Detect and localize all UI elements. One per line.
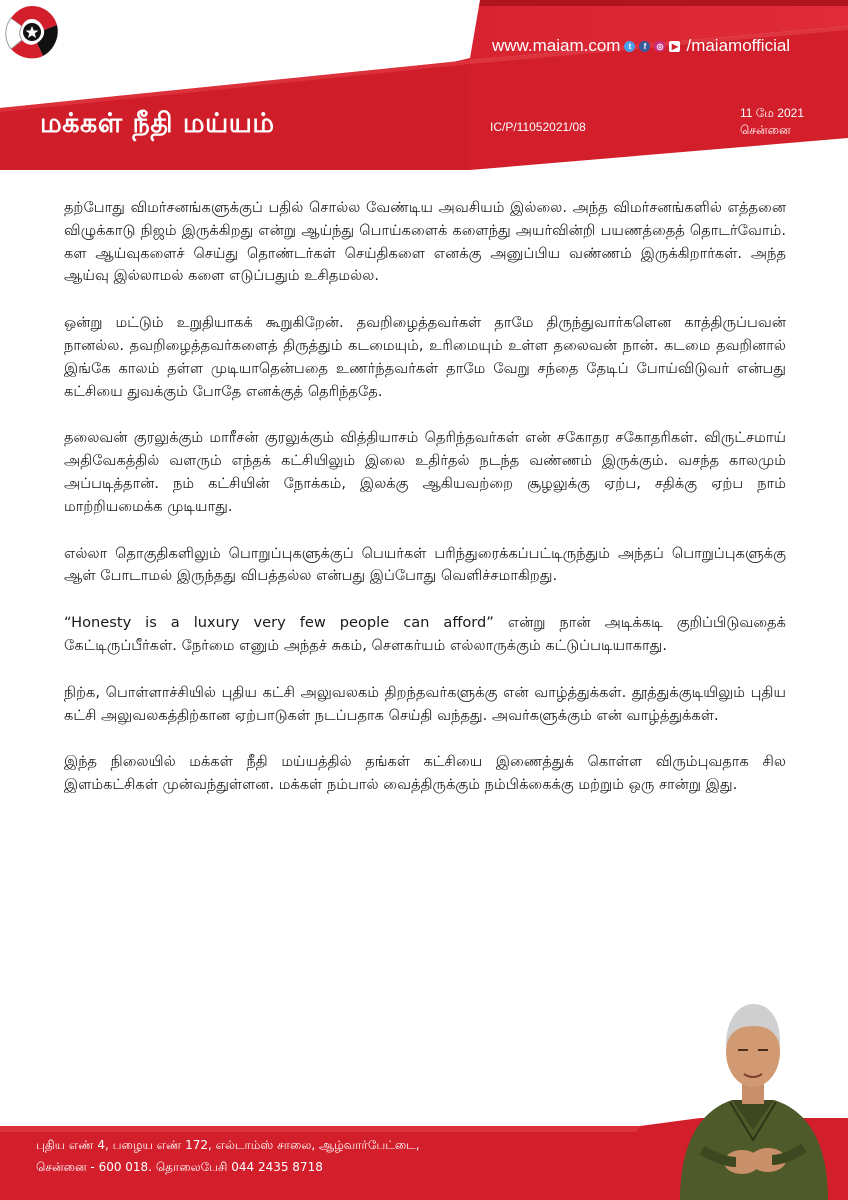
paragraph: இந்த நிலையில் மக்கள் நீதி மய்யத்தில் தங்கள் கட்சியை இணைத்துக் கொள்ள விரும்புவதாக சில இளம்கட்சிகள் முன்வந்துள்ளன. மக்கள் நம்பால் வைத்திருக்கும் நம்பிக்கைக்கு மற்றும் ஒரு சான்று இது. [64,753,786,794]
instagram-icon[interactable]: ◎ [654,41,665,52]
statement-body [64,197,786,821]
header-background [0,0,848,172]
paragraph: தற்போது விமர்சனங்களுக்குப் பதில் சொல்ல வேண்டிய அவசியம் இல்லை. அந்த விமர்சனங்களில் எத்தனை விழுக்காடு நிஜம் இருக்கிறது என்று ஆய்ந்து பொய்களைக் களைந்து அயர்வின்றி பயணத்தைத் தொடர்வோம். கள ஆய்வுகளைச் செய்து தொண்டர்கள் செய்திகளை எனக்கு அனுப்பிய வண்ணம் இருக்கிறார்கள். அந்த ஆய்வு இல்லாமல் களை எடுப்பதும் உசிதமல்ல. [64,199,786,285]
paragraph: ஒன்று மட்டும் உறுதியாகக் கூறுகிறேன். தவறிழைத்தவர்கள் தாமே திருந்துவார்களென காத்திருப்பவன் நானல்ல. தவறிழைத்தவர்களைத் திருத்தும் கடமையும், உரிமையும் உள்ள தலைவன் நான். கடமை தவறினால் இங்கே காலம் தள்ள முடியாதென்பதை உணர்ந்தவர்கள் தாமே வேறு சந்தை தேடிப் போய்விடுவர் என்பது கட்சியை துவக்கும் போதே எனக்குத் தெரிந்ததே. [64,314,786,400]
party-name: மக்கள் நீதி மய்யம் [40,108,275,139]
paragraph: “Honesty is a luxury very few people can afford” என்று நான் அடிக்கடி குறிப்பிடுவதைக் கேட்டிருப்பீர்கள். நேர்மை எனும் அந்தச் சுகம், சௌகர்யம் எல்லாருக்கும் கட்டுப்படியாகாது. [64,614,786,654]
release-city: சென்னை [740,123,791,137]
youtube-icon[interactable]: ▶ [669,41,680,52]
facebook-icon[interactable]: f [639,41,650,52]
paragraph: தலைவன் குரலுக்கும் மாரீசன் குரலுக்கும் வித்தியாசம் தெரிந்தவர்கள் என் சகோதர சகோதரிகள். விருட்சமாய் அதிவேகத்தில் வளரும் எந்தக் கட்சியிலும் இலை உதிர்தல் நடந்த வண்ணம் இருக்கும். வசந்த காலமும் அப்படித்தான். நம் கட்சியின் நோக்கம், இலக்கு ஆகியவற்றை சூழலுக்கு ஏற்ப, சதிக்கு ஏற்ப நாம் மாற்றியமைக்க முடியாது. [64,429,786,515]
letterhead-header [0,0,848,172]
address-line-2: சென்னை - 600 018. தொலைபேசி 044 2435 8718 [36,1160,323,1174]
address-line-1: புதிய எண் 4, பழைய எண் 172, எல்டாம்ஸ் சாலை, ஆழ்வார்பேட்டை, [36,1138,420,1152]
reference-number: IC/P/11052021/08 [490,120,586,134]
release-date: 11 மே 2021 [740,106,804,120]
paragraph: நிற்க, பொள்ளாச்சியில் புதிய கட்சி அலுவலகம் திறந்தவர்களுக்கு என் வாழ்த்துக்கள். தூத்துக்குடியிலும் புதிய கட்சி அலுவலகத்திற்கான ஏற்பாடுகள் நடப்பதாக செய்தி வந்தது. அவர்களுக்கும் என் வாழ்த்துக்கள். [64,683,786,724]
twitter-icon[interactable]: t [624,41,635,52]
leader-portrait [672,990,834,1200]
party-logo [0,0,64,64]
paragraph: எல்லா தொகுதிகளிலும் பொறுப்புகளுக்குப் பெயர்கள் பரிந்துரைக்கப்பட்டிருந்தும் அந்தப் பொறுப்புகளுக்கு ஆள் போடாமல் இருந்தது விபத்தல்ல என்பது இப்போது வெளிச்சமாகிறது. [64,544,786,585]
website-link[interactable]: www.maiam.com [492,36,621,55]
social-handle[interactable]: /maiamofficial [686,36,791,55]
web-social-row [492,36,790,56]
